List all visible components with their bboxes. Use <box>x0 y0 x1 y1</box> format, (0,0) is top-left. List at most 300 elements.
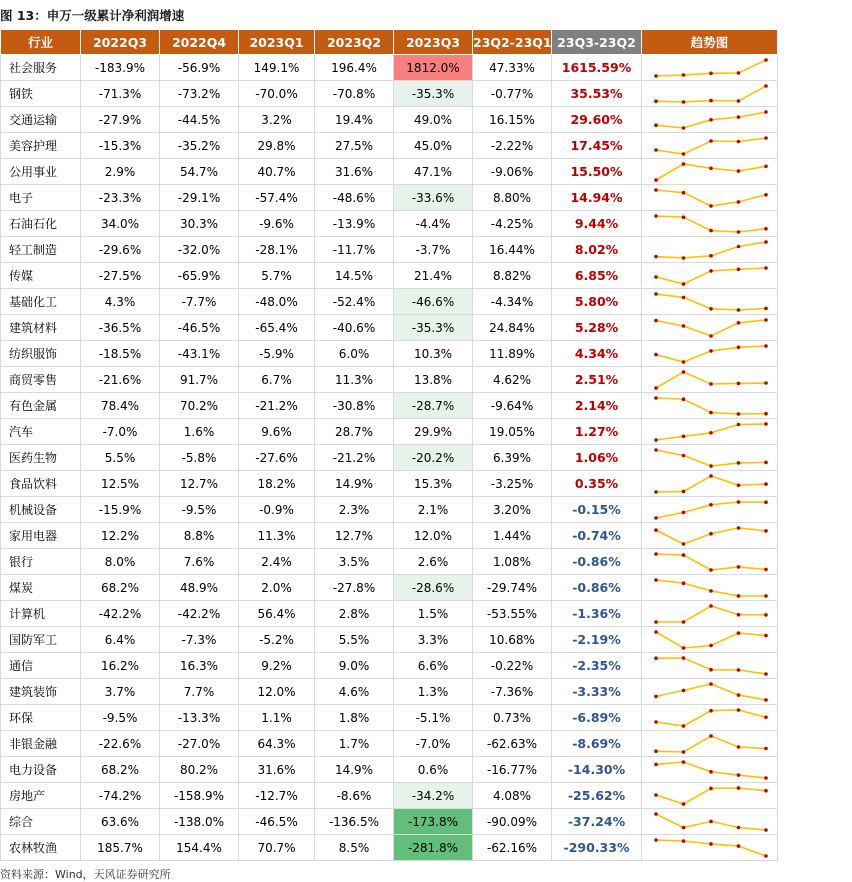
value-cell-2023q3: -28.7% <box>394 393 473 419</box>
sparkline-point-1 <box>654 812 658 816</box>
value-cell-2022q3: -22.6% <box>81 731 160 757</box>
table-row <box>1 601 778 627</box>
trend-sparkline <box>642 627 778 652</box>
net-profit-growth-table <box>0 29 778 861</box>
change-cell-q2-q1: -4.34% <box>473 289 552 315</box>
sparkline-point-2 <box>682 724 686 728</box>
sparkline-point-5 <box>764 776 768 780</box>
sparkline-point-3 <box>709 431 713 435</box>
table-row <box>1 549 778 575</box>
value-cell-2023q2: -8.6% <box>315 783 394 809</box>
sparkline-line <box>656 684 766 700</box>
sparkline-point-2 <box>682 191 686 195</box>
trend-sparkline <box>642 263 778 288</box>
industry-cell: 公用事业 <box>1 159 81 185</box>
industry-cell: 通信 <box>1 653 81 679</box>
value-cell-2022q3: 78.4% <box>81 393 160 419</box>
value-cell-2023q3: 0.6% <box>394 757 473 783</box>
value-cell-2022q3: -23.3% <box>81 185 160 211</box>
table-row <box>1 393 778 419</box>
change-cell-q2-q1: -62.16% <box>473 835 552 861</box>
trend-sparkline-cell <box>642 341 778 367</box>
sparkline-point-2 <box>682 689 686 693</box>
sparkline-point-3 <box>709 139 713 143</box>
change-cell-q3-q2: -0.86% <box>552 549 642 575</box>
sparkline-line <box>656 606 766 622</box>
header-2022q4: 2022Q4 <box>160 30 239 55</box>
table-row <box>1 471 778 497</box>
value-cell-2023q1: -5.9% <box>239 341 315 367</box>
sparkline-point-3 <box>709 99 713 103</box>
sparkline-point-2 <box>682 490 686 494</box>
value-cell-2023q3: -28.6% <box>394 575 473 601</box>
value-cell-2023q1: 3.2% <box>239 107 315 133</box>
trend-sparkline <box>642 601 778 626</box>
value-cell-2023q2: 28.7% <box>315 419 394 445</box>
value-cell-2023q3: 29.9% <box>394 419 473 445</box>
value-cell-2023q1: 64.3% <box>239 731 315 757</box>
change-cell-q3-q2: 15.50% <box>552 159 642 185</box>
sparkline-point-4 <box>737 631 741 635</box>
value-cell-2022q4: 7.7% <box>160 679 239 705</box>
sparkline-point-3 <box>709 382 713 386</box>
sparkline-point-2 <box>682 296 686 300</box>
trend-sparkline-cell <box>642 575 778 601</box>
table-row <box>1 731 778 757</box>
value-cell-2023q3: 49.0% <box>394 107 473 133</box>
value-cell-2022q4: 70.2% <box>160 393 239 419</box>
value-cell-2023q2: 6.0% <box>315 341 394 367</box>
sparkline-point-4 <box>737 526 741 530</box>
sparkline-point-2 <box>682 553 686 557</box>
trend-sparkline-cell <box>642 133 778 159</box>
value-cell-2022q3: -36.5% <box>81 315 160 341</box>
table-row <box>1 835 778 861</box>
change-cell-q3-q2: 1.06% <box>552 445 642 471</box>
value-cell-2023q1: 5.7% <box>239 263 315 289</box>
sparkline-point-2 <box>682 215 686 219</box>
value-cell-2023q2: 31.6% <box>315 159 394 185</box>
sparkline-point-3 <box>709 464 713 468</box>
change-cell-q2-q1: -0.77% <box>473 81 552 107</box>
trend-sparkline-cell <box>642 237 778 263</box>
industry-cell: 环保 <box>1 705 81 731</box>
sparkline-point-5 <box>764 318 768 322</box>
value-cell-2023q1: -46.5% <box>239 809 315 835</box>
trend-sparkline <box>642 679 778 704</box>
change-cell-q3-q2: 14.94% <box>552 185 642 211</box>
value-cell-2022q3: 12.5% <box>81 471 160 497</box>
trend-sparkline-cell <box>642 471 778 497</box>
sparkline-point-1 <box>654 620 658 624</box>
value-cell-2023q2: 1.8% <box>315 705 394 731</box>
sparkline-point-3 <box>709 644 713 648</box>
change-cell-q2-q1: 4.62% <box>473 367 552 393</box>
sparkline-point-1 <box>654 490 658 494</box>
sparkline-point-1 <box>654 578 658 582</box>
sparkline-point-1 <box>654 793 658 797</box>
change-cell-q3-q2: 29.60% <box>552 107 642 133</box>
value-cell-2022q4: 91.7% <box>160 367 239 393</box>
sparkline-line <box>656 476 766 492</box>
change-cell-q2-q1: -16.77% <box>473 757 552 783</box>
value-cell-2022q3: 8.0% <box>81 549 160 575</box>
sparkline-point-2 <box>682 152 686 156</box>
trend-sparkline <box>642 237 778 262</box>
value-cell-2023q2: 1.7% <box>315 731 394 757</box>
sparkline-point-3 <box>709 72 713 76</box>
sparkline-point-2 <box>682 162 686 166</box>
sparkline-point-2 <box>682 397 686 401</box>
value-cell-2022q3: -27.9% <box>81 107 160 133</box>
industry-cell: 计算机 <box>1 601 81 627</box>
change-cell-q3-q2: -2.35% <box>552 653 642 679</box>
trend-sparkline-cell <box>642 393 778 419</box>
sparkline-point-2 <box>682 100 686 104</box>
sparkline-point-1 <box>654 148 658 152</box>
sparkline-point-3 <box>709 734 713 738</box>
sparkline-point-3 <box>709 589 713 593</box>
value-cell-2023q3: -35.3% <box>394 315 473 341</box>
value-cell-2023q1: 9.6% <box>239 419 315 445</box>
value-cell-2023q1: -48.0% <box>239 289 315 315</box>
sparkline-point-1 <box>654 438 658 442</box>
value-cell-2022q4: 16.3% <box>160 653 239 679</box>
table-row <box>1 705 778 731</box>
value-cell-2023q1: 149.1% <box>239 55 315 81</box>
value-cell-2023q2: -30.8% <box>315 393 394 419</box>
value-cell-2023q1: -5.2% <box>239 627 315 653</box>
sparkline-point-1 <box>654 749 658 753</box>
trend-sparkline <box>642 133 778 158</box>
sparkline-point-5 <box>764 854 768 858</box>
sparkline-point-5 <box>764 594 768 598</box>
sparkline-point-1 <box>654 720 658 724</box>
table-row <box>1 653 778 679</box>
trend-sparkline <box>642 731 778 756</box>
table-row <box>1 133 778 159</box>
value-cell-2023q2: 4.6% <box>315 679 394 705</box>
sparkline-point-5 <box>764 634 768 638</box>
table-row <box>1 263 778 289</box>
sparkline-point-1 <box>654 188 658 192</box>
sparkline-point-2 <box>682 435 686 439</box>
value-cell-2023q1: 1.1% <box>239 705 315 731</box>
value-cell-2022q3: -18.5% <box>81 341 160 367</box>
sparkline-point-4 <box>737 708 741 712</box>
value-cell-2022q4: -158.9% <box>160 783 239 809</box>
sparkline-point-2 <box>682 370 686 374</box>
value-cell-2023q1: 6.7% <box>239 367 315 393</box>
value-cell-2022q4: -29.1% <box>160 185 239 211</box>
value-cell-2022q4: -42.2% <box>160 601 239 627</box>
trend-sparkline <box>642 757 778 782</box>
change-cell-q3-q2: 0.35% <box>552 471 642 497</box>
value-cell-2023q3: 3.3% <box>394 627 473 653</box>
value-cell-2023q1: -9.6% <box>239 211 315 237</box>
sparkline-point-2 <box>682 454 686 458</box>
value-cell-2023q2: 8.5% <box>315 835 394 861</box>
sparkline-point-3 <box>709 709 713 713</box>
sparkline-point-2 <box>682 802 686 806</box>
sparkline-point-4 <box>737 346 741 350</box>
sparkline-point-3 <box>709 842 713 846</box>
value-cell-2022q4: -27.0% <box>160 731 239 757</box>
value-cell-2023q2: -40.6% <box>315 315 394 341</box>
sparkline-point-3 <box>709 349 713 353</box>
value-cell-2023q3: 1.3% <box>394 679 473 705</box>
value-cell-2022q4: -43.1% <box>160 341 239 367</box>
sparkline-point-5 <box>764 136 768 140</box>
sparkline-point-5 <box>764 482 768 486</box>
sparkline-point-3 <box>709 532 713 536</box>
sparkline-point-2 <box>682 646 686 650</box>
value-cell-2022q4: -73.2% <box>160 81 239 107</box>
value-cell-2023q3: 21.4% <box>394 263 473 289</box>
sparkline-point-1 <box>654 396 658 400</box>
value-cell-2023q3: -3.7% <box>394 237 473 263</box>
value-cell-2023q3: -34.2% <box>394 783 473 809</box>
trend-sparkline-cell <box>642 497 778 523</box>
sparkline-line <box>656 528 766 544</box>
sparkline-point-1 <box>654 838 658 842</box>
sparkline-point-1 <box>654 695 658 699</box>
trend-sparkline <box>642 575 778 600</box>
value-cell-2023q3: -173.8% <box>394 809 473 835</box>
change-cell-q2-q1: 1.08% <box>473 549 552 575</box>
change-cell-q2-q1: -62.63% <box>473 731 552 757</box>
value-cell-2022q3: 185.7% <box>81 835 160 861</box>
sparkline-line <box>656 450 766 466</box>
industry-cell: 农林牧渔 <box>1 835 81 861</box>
sparkline-point-5 <box>764 193 768 197</box>
value-cell-2022q4: 30.3% <box>160 211 239 237</box>
sparkline-line <box>656 320 766 336</box>
value-cell-2023q1: 2.4% <box>239 549 315 575</box>
value-cell-2023q2: -27.8% <box>315 575 394 601</box>
table-row <box>1 367 778 393</box>
trend-sparkline <box>642 185 778 210</box>
value-cell-2023q1: 31.6% <box>239 757 315 783</box>
change-cell-q3-q2: -37.24% <box>552 809 642 835</box>
change-cell-q2-q1: -7.36% <box>473 679 552 705</box>
sparkline-line <box>656 762 766 778</box>
industry-cell: 电力设备 <box>1 757 81 783</box>
sparkline-point-3 <box>709 503 713 507</box>
trend-sparkline <box>642 523 778 548</box>
value-cell-2022q3: -29.6% <box>81 237 160 263</box>
value-cell-2022q3: 12.2% <box>81 523 160 549</box>
trend-sparkline-cell <box>642 679 778 705</box>
value-cell-2023q2: 5.5% <box>315 627 394 653</box>
trend-sparkline <box>642 419 778 444</box>
value-cell-2022q4: -44.5% <box>160 107 239 133</box>
sparkline-line <box>656 580 766 596</box>
value-cell-2023q1: 2.0% <box>239 575 315 601</box>
table-row <box>1 575 778 601</box>
sparkline-point-5 <box>764 568 768 572</box>
value-cell-2023q2: -13.9% <box>315 211 394 237</box>
table-row <box>1 315 778 341</box>
value-cell-2023q3: 2.1% <box>394 497 473 523</box>
trend-sparkline <box>642 289 778 314</box>
change-cell-q3-q2: -25.62% <box>552 783 642 809</box>
value-cell-2023q3: 47.1% <box>394 159 473 185</box>
industry-cell: 房地产 <box>1 783 81 809</box>
value-cell-2022q3: 3.7% <box>81 679 160 705</box>
value-cell-2022q4: -7.7% <box>160 289 239 315</box>
sparkline-point-3 <box>709 167 713 171</box>
sparkline-point-5 <box>764 227 768 231</box>
value-cell-2022q4: 154.4% <box>160 835 239 861</box>
trend-sparkline-cell <box>642 809 778 835</box>
sparkline-line <box>656 788 766 804</box>
sparkline-point-2 <box>682 826 686 830</box>
value-cell-2022q4: 12.7% <box>160 471 239 497</box>
industry-cell: 非银金融 <box>1 731 81 757</box>
header-change-q2-q1: 23Q2-23Q1 <box>473 30 552 55</box>
table-row <box>1 757 778 783</box>
trend-sparkline-cell <box>642 55 778 81</box>
sparkline-point-4 <box>737 230 741 234</box>
value-cell-2022q3: 2.9% <box>81 159 160 185</box>
value-cell-2023q1: 29.8% <box>239 133 315 159</box>
trend-sparkline-cell <box>642 549 778 575</box>
industry-cell: 建筑装饰 <box>1 679 81 705</box>
value-cell-2022q4: -13.3% <box>160 705 239 731</box>
industry-cell: 医药生物 <box>1 445 81 471</box>
value-cell-2023q3: 6.6% <box>394 653 473 679</box>
trend-sparkline-cell <box>642 289 778 315</box>
change-cell-q2-q1: 3.20% <box>473 497 552 523</box>
trend-sparkline-cell <box>642 783 778 809</box>
change-cell-q3-q2: -0.15% <box>552 497 642 523</box>
change-cell-q2-q1: 4.08% <box>473 783 552 809</box>
change-cell-q3-q2: 4.34% <box>552 341 642 367</box>
value-cell-2023q1: 11.3% <box>239 523 315 549</box>
header-industry: 行业 <box>1 30 81 55</box>
sparkline-point-1 <box>654 353 658 357</box>
value-cell-2023q3: -4.4% <box>394 211 473 237</box>
value-cell-2023q2: 14.9% <box>315 757 394 783</box>
sparkline-point-4 <box>737 321 741 325</box>
header-2023q2: 2023Q2 <box>315 30 394 55</box>
sparkline-point-5 <box>764 381 768 385</box>
sparkline-point-1 <box>654 552 658 556</box>
change-cell-q3-q2: -290.33% <box>552 835 642 861</box>
table-row <box>1 419 778 445</box>
header-2023q3: 2023Q3 <box>394 30 473 55</box>
sparkline-point-2 <box>682 620 686 624</box>
value-cell-2023q2: 14.5% <box>315 263 394 289</box>
value-cell-2023q2: -136.5% <box>315 809 394 835</box>
sparkline-point-3 <box>709 411 713 415</box>
value-cell-2023q1: -65.4% <box>239 315 315 341</box>
sparkline-point-1 <box>654 630 658 634</box>
sparkline-point-4 <box>737 423 741 427</box>
value-cell-2022q3: 5.5% <box>81 445 160 471</box>
value-cell-2022q4: -5.8% <box>160 445 239 471</box>
sparkline-point-3 <box>709 204 713 208</box>
trend-sparkline <box>642 393 778 418</box>
value-cell-2023q2: 2.3% <box>315 497 394 523</box>
sparkline-point-5 <box>764 529 768 533</box>
sparkline-point-4 <box>737 613 741 617</box>
value-cell-2022q4: 80.2% <box>160 757 239 783</box>
industry-cell: 钢铁 <box>1 81 81 107</box>
change-cell-q3-q2: -8.69% <box>552 731 642 757</box>
trend-sparkline-cell <box>642 81 778 107</box>
header-2022q3: 2022Q3 <box>81 30 160 55</box>
trend-sparkline <box>642 445 778 470</box>
change-cell-q3-q2: 8.02% <box>552 237 642 263</box>
change-cell-q2-q1: -0.22% <box>473 653 552 679</box>
trend-sparkline-cell <box>642 757 778 783</box>
industry-cell: 电子 <box>1 185 81 211</box>
value-cell-2023q3: 1.5% <box>394 601 473 627</box>
industry-cell: 综合 <box>1 809 81 835</box>
sparkline-point-2 <box>682 360 686 364</box>
trend-sparkline <box>642 159 778 184</box>
industry-cell: 商贸零售 <box>1 367 81 393</box>
value-cell-2022q3: -15.9% <box>81 497 160 523</box>
value-cell-2023q3: 2.6% <box>394 549 473 575</box>
trend-sparkline <box>642 55 778 80</box>
sparkline-point-1 <box>654 448 658 452</box>
sparkline-line <box>656 658 766 674</box>
sparkline-point-1 <box>654 123 658 127</box>
sparkline-point-5 <box>764 84 768 88</box>
value-cell-2023q1: -21.2% <box>239 393 315 419</box>
sparkline-point-5 <box>764 266 768 270</box>
sparkline-point-4 <box>737 693 741 697</box>
trend-sparkline-cell <box>642 185 778 211</box>
sparkline-point-3 <box>709 118 713 122</box>
change-cell-q3-q2: 5.80% <box>552 289 642 315</box>
table-row <box>1 237 778 263</box>
sparkline-point-4 <box>737 786 741 790</box>
sparkline-line <box>656 164 766 180</box>
sparkline-point-1 <box>654 74 658 78</box>
change-cell-q3-q2: 2.51% <box>552 367 642 393</box>
value-cell-2022q3: 34.0% <box>81 211 160 237</box>
industry-cell: 轻工制造 <box>1 237 81 263</box>
table-header-row <box>1 30 778 55</box>
sparkline-point-5 <box>764 613 768 617</box>
sparkline-point-1 <box>654 292 658 296</box>
table-row <box>1 211 778 237</box>
change-cell-q3-q2: -0.86% <box>552 575 642 601</box>
table-row <box>1 159 778 185</box>
value-cell-2023q2: 3.5% <box>315 549 394 575</box>
table-row <box>1 497 778 523</box>
change-cell-q2-q1: 10.68% <box>473 627 552 653</box>
trend-sparkline-cell <box>642 211 778 237</box>
trend-sparkline-cell <box>642 835 778 861</box>
trend-sparkline <box>642 835 778 860</box>
change-cell-q3-q2: -1.36% <box>552 601 642 627</box>
value-cell-2023q1: -12.7% <box>239 783 315 809</box>
industry-cell: 汽车 <box>1 419 81 445</box>
value-cell-2023q1: -28.1% <box>239 237 315 263</box>
value-cell-2022q3: -183.9% <box>81 55 160 81</box>
change-cell-q3-q2: -0.74% <box>552 523 642 549</box>
value-cell-2023q3: 10.3% <box>394 341 473 367</box>
trend-sparkline <box>642 107 778 132</box>
sparkline-point-2 <box>682 750 686 754</box>
change-cell-q2-q1: 47.33% <box>473 55 552 81</box>
sparkline-point-5 <box>764 344 768 348</box>
